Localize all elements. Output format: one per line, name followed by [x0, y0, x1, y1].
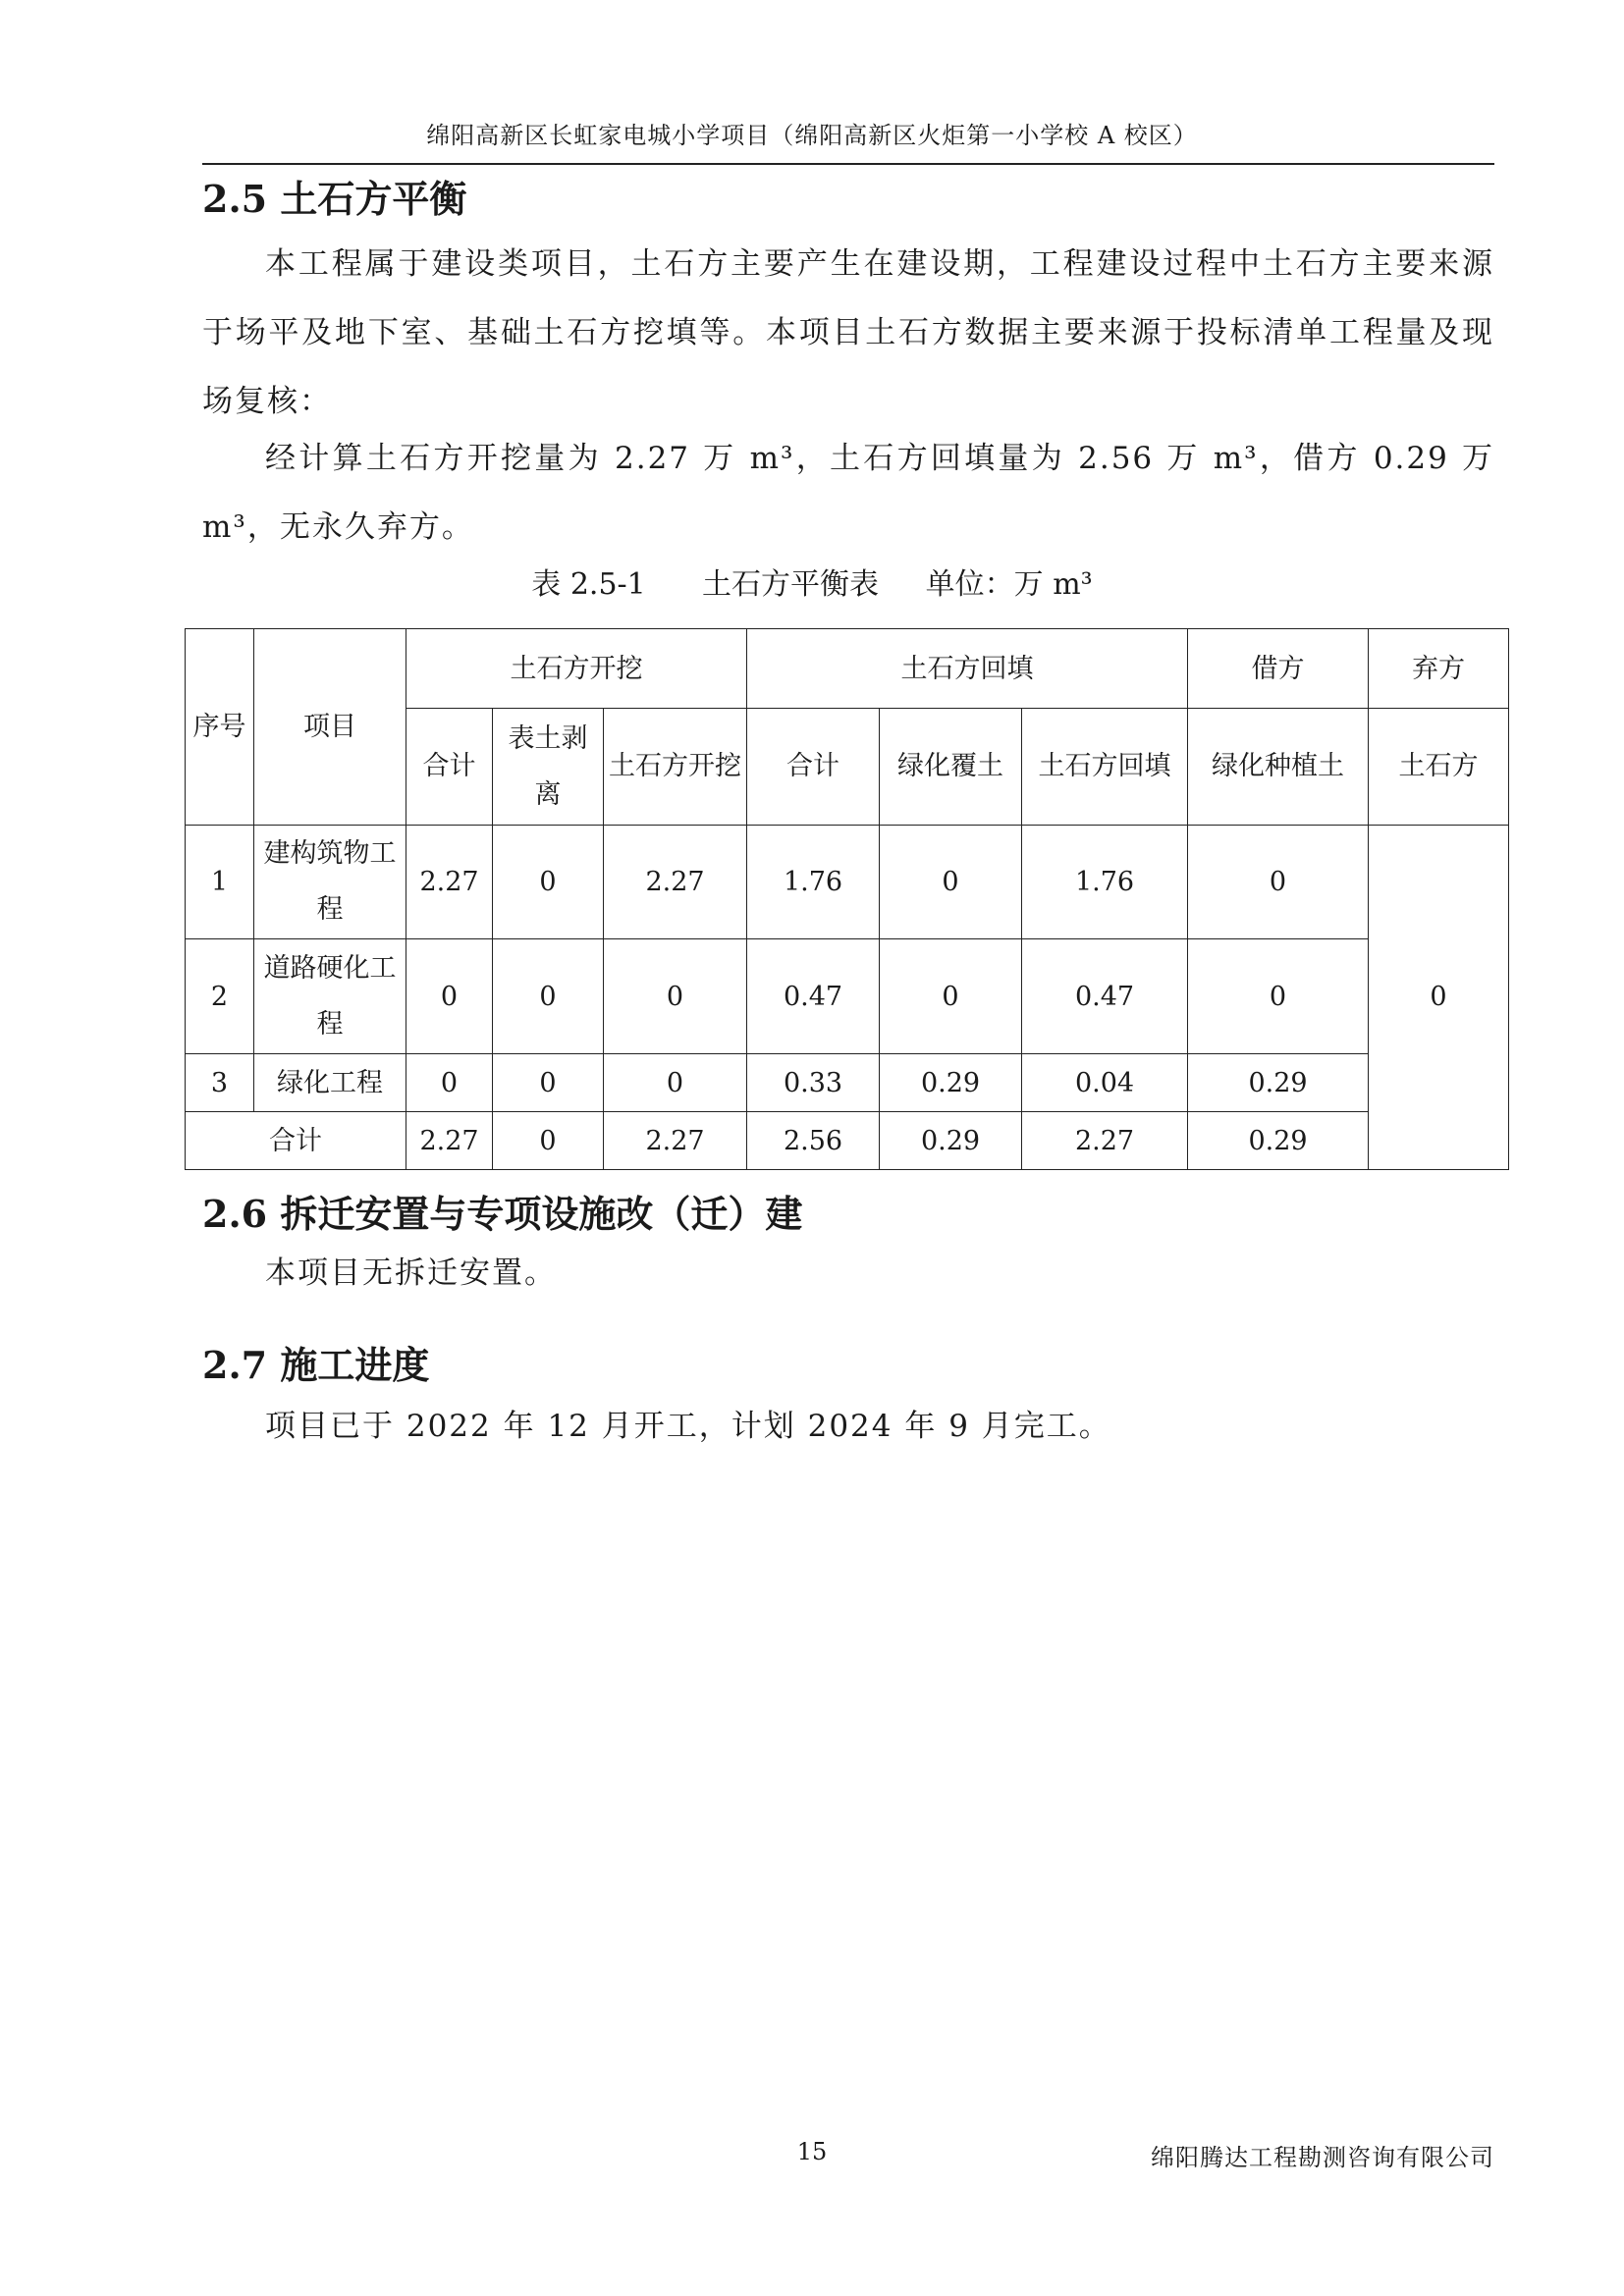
- table-caption: 表 2.5-1 土石方平衡表 单位：万 m³: [531, 567, 1093, 602]
- cell-seq: 1: [186, 825, 254, 938]
- cell-value: 0.47: [747, 938, 880, 1053]
- cell-total-value: 2.56: [747, 1112, 880, 1170]
- header-waste: 弃方: [1369, 629, 1509, 709]
- page-number: 15: [796, 2138, 828, 2165]
- header-backfill: 土石方回填: [747, 629, 1188, 709]
- cell-value: 1.76: [747, 825, 880, 938]
- paragraph-earthwork-quantities: 经计算土石方开挖量为 2.27 万 m³，土石方回填量为 2.56 万 m³，借方 0.29 万 m³，无永久弃方。: [202, 441, 1494, 545]
- subheader-cell: 合计: [747, 709, 880, 826]
- running-header: 绵阳高新区长虹家电城小学项目（绵阳高新区火炬第一小学校 A 校区）: [426, 122, 1198, 149]
- cell-value: 0.47: [1022, 938, 1188, 1053]
- cell-total-value: 0.29: [1188, 1112, 1369, 1170]
- cell-value: 0: [493, 1054, 604, 1112]
- cell-waste-value: 0: [1369, 825, 1509, 1169]
- paragraph-earthwork-source: 本工程属于建设类项目，土石方主要产生在建设期，工程建设过程中土石方主要来源于场平及地下室、基础土石方挖填等。本项目土石方数据主要来源于投标清单工程量及现场复核：: [202, 246, 1494, 419]
- footer-company: 绵阳腾达工程勘测咨询有限公司: [1151, 2144, 1494, 2171]
- cell-total-value: 2.27: [406, 1112, 493, 1170]
- cell-total-value: 2.27: [1022, 1112, 1188, 1170]
- cell-total-value: 2.27: [604, 1112, 747, 1170]
- table-row: [186, 938, 1509, 1053]
- subheader-cell: 土石方回填: [1022, 709, 1188, 826]
- table-row: [186, 825, 1509, 938]
- subheader-cell: 土石方: [1369, 709, 1509, 826]
- section-heading-2-7: 2.7 施工进度: [202, 1343, 430, 1387]
- header-borrow: 借方: [1188, 629, 1369, 709]
- cell-value: 0: [406, 1054, 493, 1112]
- cell-item: 绿化工程: [254, 1054, 406, 1112]
- header-rule: [202, 163, 1494, 165]
- header-seq: 序号: [186, 629, 254, 826]
- cell-total-label: 合计: [186, 1112, 406, 1170]
- subheader-cell: 表土剥离: [493, 709, 604, 826]
- cell-total-value: 0.29: [880, 1112, 1022, 1170]
- cell-value: 2.27: [406, 825, 493, 938]
- cell-value: 2.27: [604, 825, 747, 938]
- cell-value: 0: [604, 938, 747, 1053]
- cell-value: 1.76: [1022, 825, 1188, 938]
- cell-value: 0: [493, 938, 604, 1053]
- cell-value: 0: [406, 938, 493, 1053]
- cell-value: 0: [1188, 825, 1369, 938]
- cell-value: 0: [493, 825, 604, 938]
- cell-seq: 2: [186, 938, 254, 1053]
- table-row: [186, 1054, 1509, 1112]
- cell-value: 0.33: [747, 1054, 880, 1112]
- cell-value: 0.04: [1022, 1054, 1188, 1112]
- cell-value: 0: [1188, 938, 1369, 1053]
- cell-total-value: 0: [493, 1112, 604, 1170]
- header-item: 项目: [254, 629, 406, 826]
- earthwork-balance-table: [185, 628, 1509, 1170]
- paragraph-schedule: 项目已于 2022 年 12 月开工，计划 2024 年 9 月完工。: [265, 1409, 1111, 1444]
- cell-value: 0.29: [1188, 1054, 1369, 1112]
- cell-value: 0: [604, 1054, 747, 1112]
- cell-value: 0.29: [880, 1054, 1022, 1112]
- subheader-cell: 合计: [406, 709, 493, 826]
- header-excavation: 土石方开挖: [406, 629, 747, 709]
- cell-item: 道路硬化工程: [254, 938, 406, 1053]
- subheader-cell: 土石方开挖: [604, 709, 747, 826]
- table-total-row: [186, 1112, 1509, 1170]
- paragraph-relocation: 本项目无拆迁安置。: [265, 1255, 557, 1291]
- section-heading-2-6: 2.6 拆迁安置与专项设施改（迁）建: [202, 1192, 803, 1236]
- subheader-cell: 绿化覆土: [880, 709, 1022, 826]
- cell-value: 0: [880, 825, 1022, 938]
- cell-seq: 3: [186, 1054, 254, 1112]
- section-heading-2-5: 2.5 土石方平衡: [202, 177, 467, 221]
- subheader-cell: 绿化种植土: [1188, 709, 1369, 826]
- cell-value: 0: [880, 938, 1022, 1053]
- cell-item: 建构筑物工程: [254, 825, 406, 938]
